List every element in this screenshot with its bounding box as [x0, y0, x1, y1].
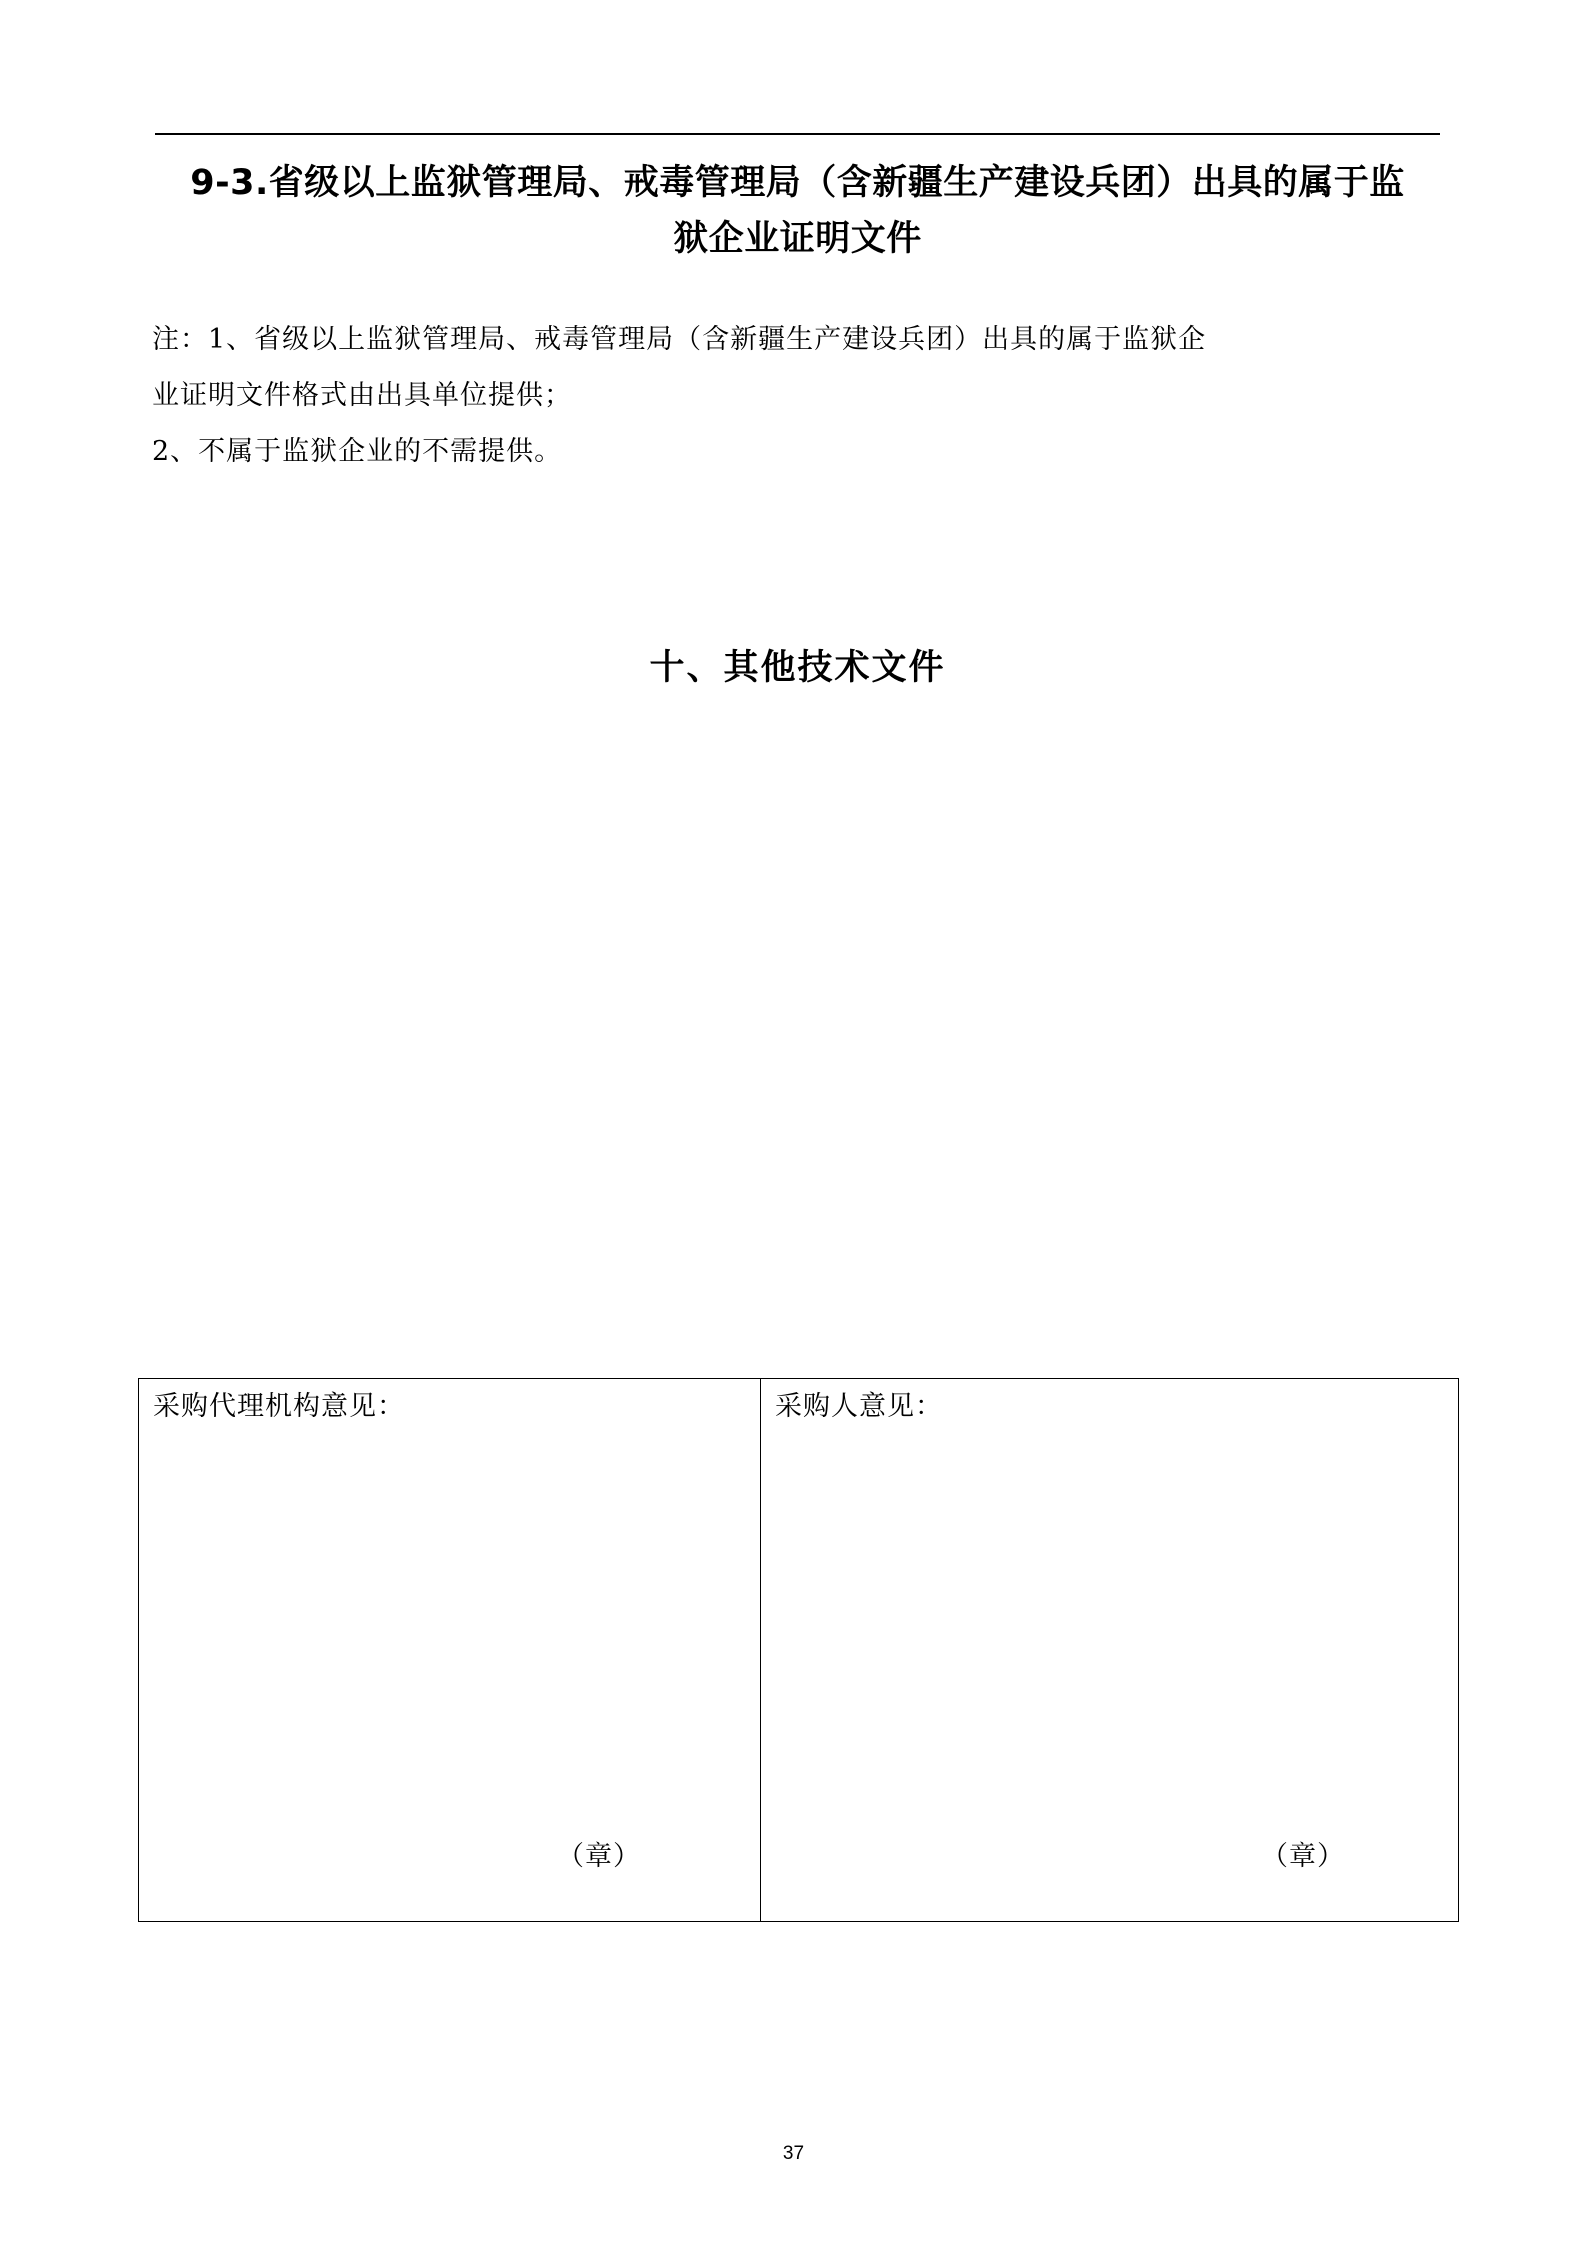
chapter-heading: 十、其他技术文件	[649, 648, 946, 688]
note-line-2: 业证明文件格式由出具单位提供；	[152, 380, 572, 411]
agency-opinion-cell	[139, 1379, 761, 1922]
note-line-3: 2、不属于监狱企业的不需提供。	[152, 436, 563, 467]
purchaser-opinion-cell	[761, 1379, 1459, 1922]
top-divider	[155, 133, 1440, 135]
note-block	[152, 312, 1402, 480]
note-line-1: 注：1、省级以上监狱管理局、戒毒管理局（含新疆生产建设兵团）出具的属于监狱企	[152, 324, 1207, 355]
purchaser-opinion-label: 采购人意见：	[775, 1391, 943, 1422]
page-number: 37	[782, 2143, 805, 2164]
purchaser-seal-mark: （章）	[1261, 1841, 1345, 1872]
agency-seal-mark: （章）	[557, 1841, 641, 1872]
section-heading	[150, 155, 1445, 267]
opinion-row	[139, 1379, 1459, 1922]
agency-opinion-label: 采购代理机构意见：	[153, 1391, 405, 1422]
section-heading-line1: 9-3.省级以上监狱管理局、戒毒管理局（含新疆生产建设兵团）出具的属于监	[190, 163, 1405, 203]
section-heading-line2: 狱企业证明文件	[673, 219, 922, 259]
opinion-table	[138, 1378, 1459, 1922]
